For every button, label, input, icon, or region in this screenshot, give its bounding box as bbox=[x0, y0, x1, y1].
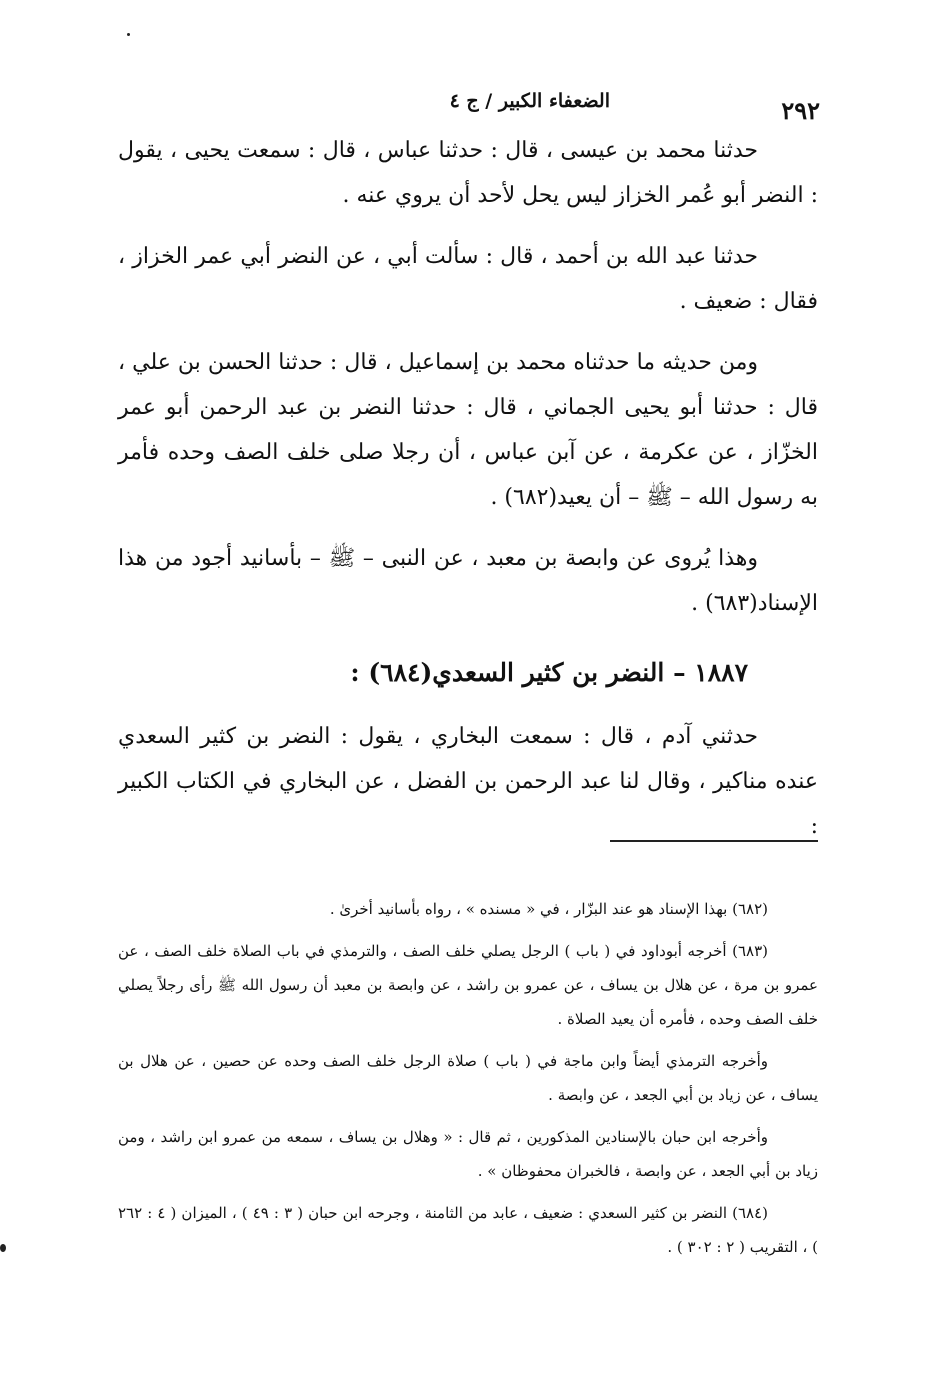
page-header bbox=[110, 90, 820, 130]
speck-mark bbox=[127, 33, 130, 36]
paragraph: وهذا يُروى عن وابصة بن معبد ، عن النبى – ﷺ – بأسانيد أجود من هذا الإسناد(٦٨٣) . bbox=[118, 546, 818, 616]
margin-mark bbox=[0, 1244, 6, 1252]
footnote: (٦٨٤) النضر بن كثير السعدي : ضعيف ، عابد من الثامنة ، وجرحه ابن حبان ( ٣ : ٤٩ ) ، الميزان ( ٤ : ٢٦٢ ) ، التقريب ( ٢ : ٣٠٢ ) . bbox=[118, 1204, 818, 1256]
page-number: ٢٩٢ bbox=[781, 96, 820, 125]
paragraph: حدثنا عبد الله بن أحمد ، قال : سألت أبي ، عن النضر أبي عمر الخزاز ، فقال : ضعيف . bbox=[118, 244, 818, 314]
footnote: (٦٨٢) بهذا الإسناد هو عند البزّار ، في « مسنده » ، رواه بأسانيد أخرىٰ . bbox=[329, 900, 768, 918]
footnote: وأخرجه الترمذي أيضاً وابن ماجة في ( باب ) صلاة الرجل خلف الصف وحده عن حصين ، عن هلال بن يساف ، عن زياد بن أبي الجعد ، عن وابصة . bbox=[118, 1052, 818, 1104]
paragraph: حدثنا محمد بن عيسى ، قال : حدثنا عباس ، قال : سمعت يحيى ، يقول : النضر أبو عُمر الخزاز ليس يحل لأحد أن يروي عنه . bbox=[118, 138, 818, 208]
paragraph: حدثني آدم ، قال : سمعت البخاري ، يقول : النضر بن كثير السعدي عنده مناكير ، وقال لنا عبد الرحمن بن الفضل ، عن البخاري في الكتاب الكبير : bbox=[118, 724, 818, 839]
main-text bbox=[118, 128, 818, 865]
paragraph: ومن حديثه ما حدثناه محمد بن إسماعيل ، قال : حدثنا الحسن بن علي ، قال : حدثنا أبو يحيى الجماني ، قال : حدثنا النضر بن عبد الرحمن أبو عمر الخزّاز ، عن عكرمة ، عن آبن عباس ، أن رجلا صلى خلف الصف وحده فأمر به رسول الله – ﷺ – أن يعيد(٦٨٢) . bbox=[118, 350, 818, 510]
footnote: وأخرجه ابن حبان بالإسنادين المذكورين ، ثم قال : « وهلال بن يساف ، سمعه من عمرو ابن راشد ، ومن زياد بن أبي الجعد ، عن وابصة ، فالخبران محفوظان » . bbox=[118, 1128, 818, 1180]
footnotes bbox=[118, 892, 818, 1272]
running-title: الضعفاء الكبير / ج ٤ bbox=[449, 90, 610, 112]
footnote-separator bbox=[610, 840, 818, 842]
entry-heading: ١٨٨٧ – النضر بن كثير السعدي(٦٨٤) : bbox=[350, 658, 748, 687]
footnote: (٦٨٣) أخرجه أبوداود في ( باب ) الرجل يصلي خلف الصف ، والترمذي في باب الصلاة خلف الصف ، عن عمرو بن مرة ، عن هلال بن يساف ، عن عمرو بن راشد ، عن وابصة بن معبد أن رسول الله ﷺ رأى رجلاً يصلي خلف الصف وحده ، فأمره أن يعيد الصلاة . bbox=[118, 942, 818, 1028]
